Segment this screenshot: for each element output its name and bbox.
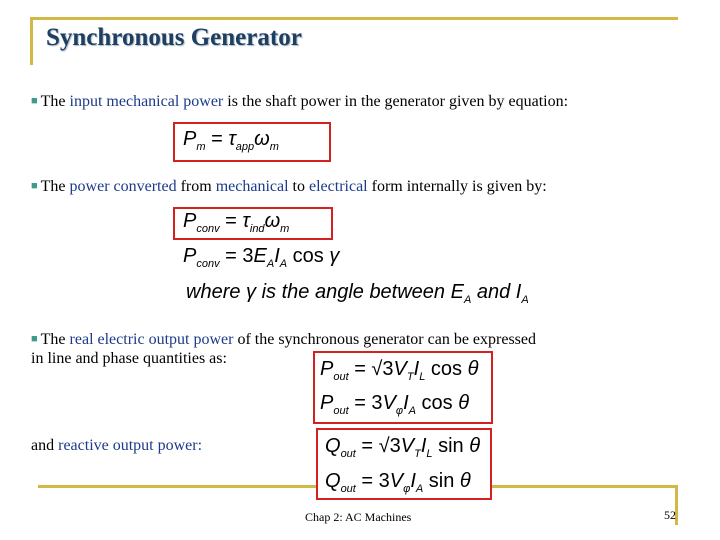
equation-pconv-torque: $P_{conv} = \tau_{ind}\omega_m$ [183, 210, 290, 235]
slide-title: Synchronous Generator [46, 24, 302, 51]
equation-gamma-definition: where γ is the angle between $E_A$ and $I_A$ [186, 281, 529, 306]
frame-top-rule [30, 17, 678, 20]
equation-pconv-ea: $P_{conv} = 3E_AI_A$ cos γ [183, 245, 340, 270]
bullet-real-output-power-line2: in line and phase quantities as: [31, 350, 227, 367]
bullet-marker-icon: ■ [31, 333, 38, 345]
slide-footer: Chap 2: AC Machines [305, 510, 412, 524]
bullet-real-output-power: ■ The real electric output power of the synchronous generator can be expressed [31, 331, 537, 348]
equation-input-power: $P_m = \tau_{app}\omega_m$ [183, 128, 279, 153]
equation-qout-phase: $Q_{out} = 3V_\varphi I_A$ sin θ [325, 470, 471, 495]
bullet-marker-icon: ■ [31, 180, 38, 192]
reactive-power-label: and reactive output power: [31, 437, 203, 454]
bullet-marker-icon: ■ [31, 95, 38, 107]
frame-left-rule [30, 17, 33, 65]
equation-qout-line: $Q_{out} = √3V_TI_L$ sin θ [325, 435, 481, 460]
page-number: 52 [664, 508, 676, 522]
equation-pout-line: $P_{out} = √3V_TI_L$ cos θ [320, 358, 479, 383]
equation-pout-phase: $P_{out} = 3V_\varphi I_A$ cos θ [320, 392, 470, 417]
bullet-input-power: ■ The input mechanical power is the shaft power in the generator given by equation: [31, 93, 569, 110]
bullet-power-converted: ■ The power converted from mechanical to electrical form internally is given by: [31, 178, 547, 195]
